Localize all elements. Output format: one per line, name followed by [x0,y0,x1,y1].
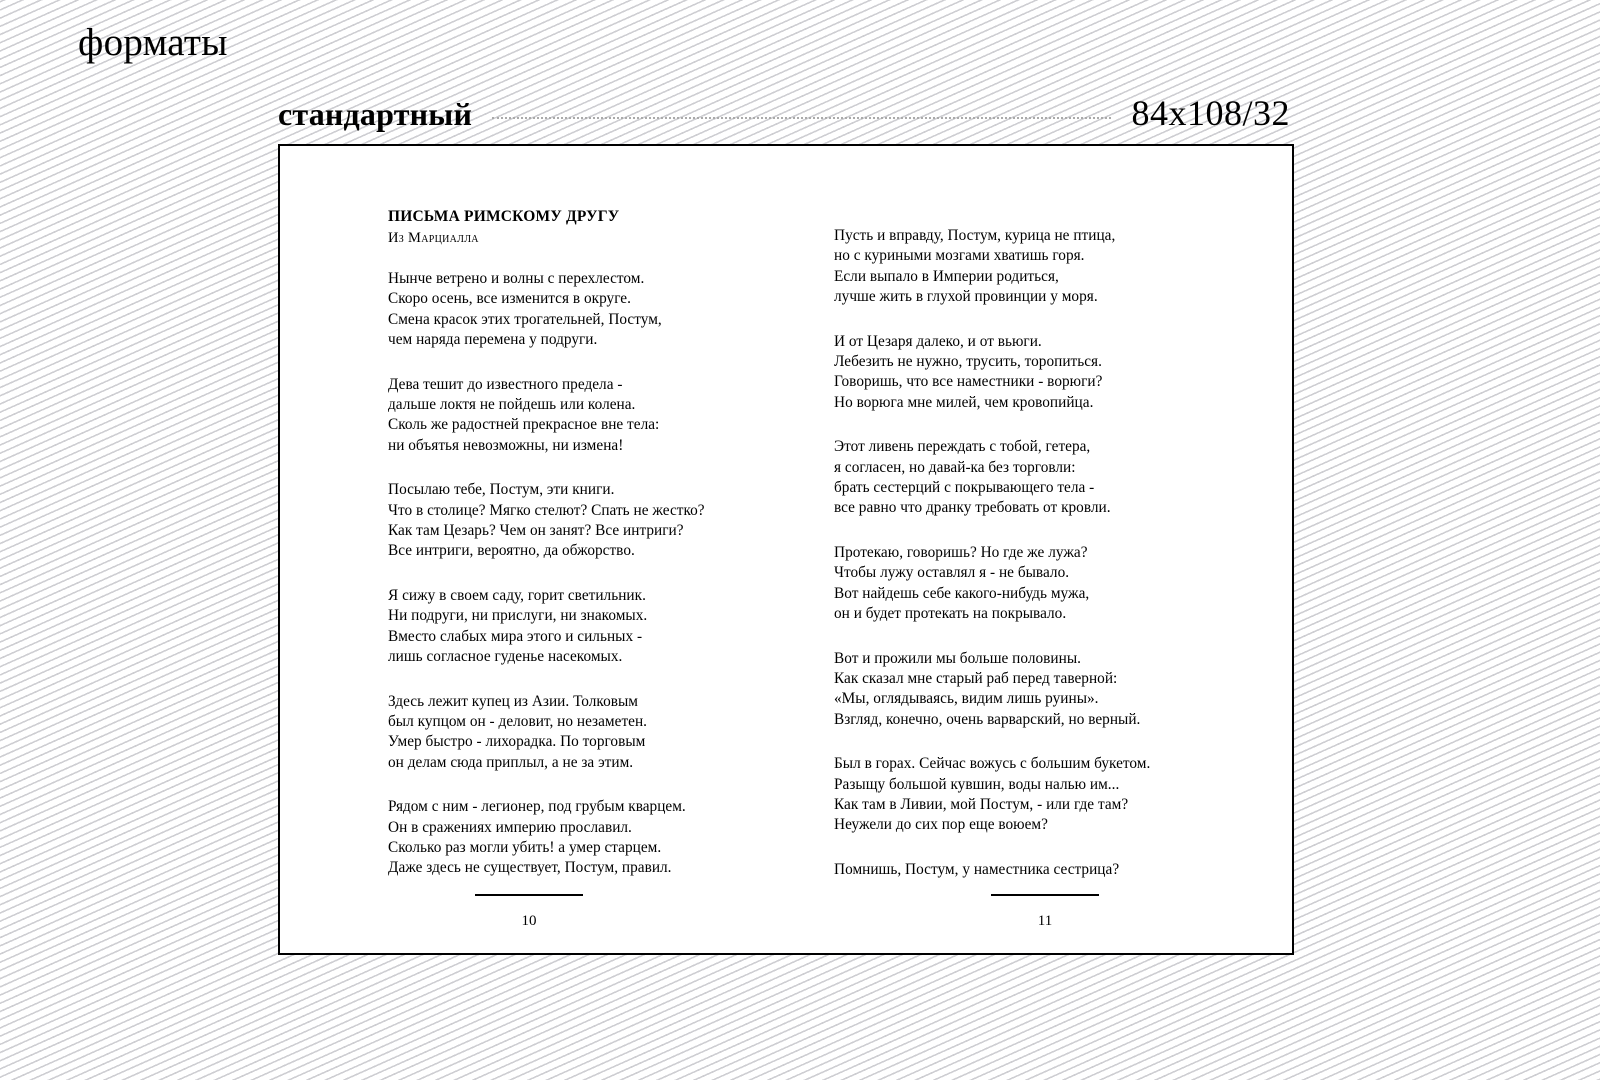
poem-stanza [834,649,1192,731]
format-header [278,92,1290,136]
poem-line: он делам сюда приплыл, а не за этим. [388,753,634,771]
poem-line: ни объятья невозможны, ни измена! [388,436,624,454]
poem-stanza [834,543,1192,625]
page-footer [276,894,782,929]
page-text-body [280,146,786,879]
poem-line: но с куриными мозгами хватишь горя. [834,247,1085,265]
book-spread [280,146,1292,953]
poem-line: Даже здесь не существует, Постум, правил. [388,859,672,877]
poem-line: Он в сражениях империю прославил. [388,818,632,836]
poem-line: Разыщу большой кувшин, воды налью им... [834,775,1120,793]
poem-line: Посылаю тебе, Постум, эти книги. [388,481,615,499]
poem-line: Пусть и вправду, Постум, курица не птица, [834,227,1116,244]
footer-rule [475,894,583,896]
poem-line: лишь согласное гуденье насекомых. [388,648,623,666]
page-text-body [786,146,1292,880]
poem-line: чем наряда перемена у подруги. [388,331,598,349]
poem-stanza [834,754,1192,836]
poem-line: Но ворюга мне милей, чем кровопийца. [834,393,1094,411]
poem-stanza [388,269,746,351]
page-number: 10 [521,913,537,929]
dotted-leader [492,116,1111,119]
poem-stanza [388,586,746,668]
footer-rule [991,894,1099,896]
poem-line: он и будет протекать на покрывало. [834,605,1067,623]
poem-line: Говоришь, что все наместники - ворюги? [834,373,1103,391]
page-footer [792,894,1298,929]
poem-line: Здесь лежит купец из Азии. Толковым [388,692,638,710]
poem-stanza [834,332,1192,414]
poem-line: Взгляд, конечно, очень варварский, но верный. [834,710,1141,728]
poem-line: Вот и прожили мы больше половины. [834,649,1081,667]
poem-stanza [834,437,1192,519]
poem-line: я согласен, но давай-ка без торговли: [834,458,1076,476]
poem-line: Этот ливень переждать с тобой, гетера, [834,438,1091,456]
book-page-10 [280,146,786,953]
poem-subtitle: Из Марциалла [388,230,479,246]
section-label: форматы [78,21,228,64]
poem-line: Если выпало в Империи родиться, [834,267,1059,285]
poem-line: Сколько раз могли убить! а умер старцем. [388,838,662,856]
poem-line: И от Цезаря далеко, и от вьюги. [834,332,1042,350]
poem-line: Как там в Ливии, мой Постум, - или где там? [834,795,1129,813]
poem-stanza [834,226,1192,308]
book-page-11 [786,146,1292,953]
poem-line: Смена красок этих трогательней, Постум, [388,310,662,328]
poem-line: Вот найдешь себе какого-нибудь мужа, [834,584,1090,602]
format-size: 84x108/32 [1131,93,1290,133]
poem-stanza [388,797,746,879]
poem-line: Чтобы лужу оставлял я - не бывало. [834,564,1070,582]
poem-line: Вместо слабых мира этого и сильных - [388,627,643,645]
poem-line: Я сижу в своем саду, горит светильник. [388,586,646,604]
book-page-frame [278,144,1294,955]
poem-title: ПИСЬМА РИМСКОМУ ДРУГУ [388,208,620,225]
poem-line: все равно что дранку требовать от кровли. [834,499,1111,517]
poem-stanza [388,692,746,774]
poem-line: Лебезить не нужно, трусить, торопиться. [834,353,1102,371]
poem-line: Был в горах. Сейчас вожусь с большим букетом. [834,755,1151,773]
poem-line: Нынче ветрено и волны с перехлестом. [388,270,645,287]
poem-line: Ни подруги, ни прислуги, ни знакомых. [388,607,648,625]
poem-line: Дева тешит до известного предела - [388,375,623,393]
poem-line: «Мы, оглядываясь, видим лишь руины». [834,690,1099,708]
page-number: 11 [1037,913,1053,929]
poem-stanza [388,375,746,457]
poem-stanza [388,480,746,562]
poem-line: Сколь же радостней прекрасное вне тела: [388,416,660,434]
poem-line: Все интриги, вероятно, да обжорство. [388,542,635,560]
poem-line: Что в столице? Мягко стелют? Спать не жестко? [388,501,705,519]
poem-line: Как там Цезарь? Чем он занят? Все интриги? [388,522,684,540]
poem-line: брать сестерций с покрывающего тела - [834,479,1095,497]
poem-line: Рядом с ним - легионер, под грубым кварцем. [388,798,686,816]
poem-line: Умер быстро - лихорадка. По торговым [388,733,646,751]
poem-line: Помнишь, Постум, у наместника сестрица? [834,860,1120,878]
poem-line: Как сказал мне старый раб перед таверной: [834,669,1118,687]
poem-line: лучше жить в глухой провинции у моря. [834,288,1098,306]
format-name: стандартный [278,96,473,132]
poem-line: дальше локтя не пойдешь или колена. [388,396,636,414]
poem-line: Неужели до сих пор еще воюем? [834,816,1048,834]
poem-line: был купцом он - деловит, но незаметен. [388,712,648,730]
poem-line: Скоро осень, все изменится в округе. [388,290,631,308]
poem-stanza [834,860,1192,880]
poem-line: Протекаю, говоришь? Но где же лужа? [834,543,1088,561]
